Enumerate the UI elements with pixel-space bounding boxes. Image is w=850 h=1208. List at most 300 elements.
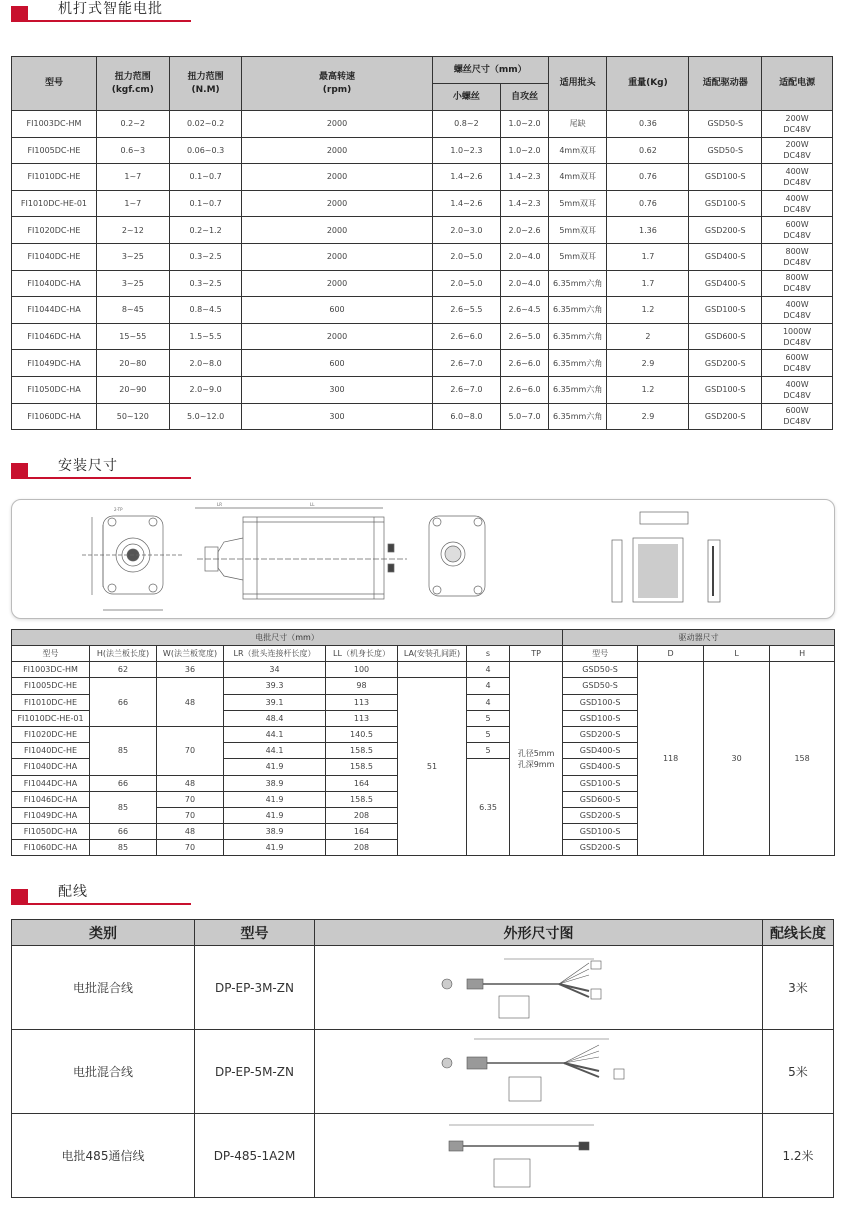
cell-bit: 5mm双耳: [548, 190, 607, 217]
cell-small-screw: 2.6~5.5: [432, 297, 501, 324]
cell-h: 66: [90, 824, 157, 840]
cable-drawing: [439, 1119, 639, 1189]
cell-model: FI1046DC-HA: [12, 323, 97, 350]
cell-bit: 6.35mm六角: [548, 350, 607, 377]
power-voltage: DC48V: [783, 284, 811, 294]
cell-lr: 41.9: [224, 759, 326, 775]
cell-lr: 41.9: [224, 807, 326, 823]
header-weight: 重量(Kg): [607, 57, 689, 111]
spec-row: [12, 403, 833, 430]
cell-power: [762, 350, 833, 377]
power-voltage: DC48V: [783, 417, 811, 427]
power-voltage: DC48V: [783, 257, 811, 267]
cell-power: [762, 403, 833, 430]
cell-model: FI1044DC-HA: [12, 297, 97, 324]
cell-w: 70: [157, 840, 224, 856]
cell-driver-model: GSD400-S: [563, 743, 638, 759]
cell-h: 66: [90, 678, 157, 727]
spec-row: [12, 376, 833, 403]
header-category: 类别: [12, 920, 195, 946]
dims-header-cell: LA(安装孔间距): [398, 646, 467, 662]
cell-model: FI1010DC-HE-01: [12, 710, 90, 726]
cell-small-screw: 2.0~5.0: [432, 243, 501, 270]
cell-max-speed: 2000: [242, 243, 432, 270]
cell-small-screw: 6.0~8.0: [432, 403, 501, 430]
cell-torque-kgf: 0.6~3: [96, 137, 169, 164]
cell-power: [762, 137, 833, 164]
cell-small-screw: 2.6~7.0: [432, 350, 501, 377]
section-marker-icon: [11, 889, 28, 903]
cell-bit: 6.35mm六角: [548, 297, 607, 324]
cell-self-tapping: 5.0~7.0: [501, 403, 549, 430]
wiring-row: [12, 1114, 834, 1198]
cell-power: [762, 217, 833, 244]
cell-small-screw: 2.6~7.0: [432, 376, 501, 403]
cell-model: DP-EP-3M-ZN: [195, 946, 315, 1030]
section-title-text: 配线: [58, 884, 88, 900]
cell-driver: GSD400-S: [689, 243, 762, 270]
power-voltage: DC48V: [783, 310, 811, 320]
cell-weight: 0.62: [607, 137, 689, 164]
cell-max-speed: 600: [242, 350, 432, 377]
cell-bit: 5mm双耳: [548, 243, 607, 270]
dims-header-cell: W(法兰板宽度): [157, 646, 224, 662]
header-torque-nm: 扭力范围 (N.M): [169, 57, 242, 111]
cell-self-tapping: 2.0~2.6: [501, 217, 549, 244]
cell-self-tapping: 2.0~4.0: [501, 270, 549, 297]
cell-torque-kgf: 20~90: [96, 376, 169, 403]
power-watt: 400W: [785, 166, 809, 176]
cell-model: DP-EP-5M-ZN: [195, 1030, 315, 1114]
dims-header-cell: L: [704, 646, 770, 662]
cell-s: 6.35: [467, 759, 510, 856]
header-screw-size: 螺丝尺寸（mm）: [432, 57, 548, 84]
power-voltage: DC48V: [783, 390, 811, 400]
power-voltage: DC48V: [783, 337, 811, 347]
cell-model: FI1060DC-HA: [12, 840, 90, 856]
cell-driver-model: GSD200-S: [563, 840, 638, 856]
dims-header-cell: s: [467, 646, 510, 662]
power-voltage: DC48V: [783, 151, 811, 161]
cell-ll: 208: [326, 840, 398, 856]
cell-ll: 158.5: [326, 791, 398, 807]
section-title-install: [11, 457, 191, 479]
cell-driver-model: GSD200-S: [563, 726, 638, 742]
cell-driver: GSD200-S: [689, 217, 762, 244]
header-screwdriver-dims: 电批尺寸（mm）: [12, 630, 563, 646]
dims-row: [12, 662, 835, 678]
cell-torque-kgf: 20~80: [96, 350, 169, 377]
header-max-speed: 最高转速 (rpm): [242, 57, 432, 111]
cell-self-tapping: 2.6~4.5: [501, 297, 549, 324]
cell-small-screw: 2.0~3.0: [432, 217, 501, 244]
power-watt: 600W: [785, 220, 809, 230]
cell-w: 70: [157, 791, 224, 807]
dims-header-cell: TP: [510, 646, 563, 662]
cell-ll: 164: [326, 775, 398, 791]
cell-self-tapping: 2.6~6.0: [501, 376, 549, 403]
dimensions-table: [11, 629, 835, 856]
cell-lr: 41.9: [224, 791, 326, 807]
cell-bit: 5mm双耳: [548, 217, 607, 244]
svg-text:LR: LR: [217, 502, 223, 507]
cell-bit: 4mm双耳: [548, 137, 607, 164]
cell-h: 85: [90, 840, 157, 856]
cell-model: FI1049DC-HA: [12, 807, 90, 823]
cell-torque-kgf: 3~25: [96, 270, 169, 297]
cell-self-tapping: 1.0~2.0: [501, 137, 549, 164]
power-watt: 400W: [785, 299, 809, 309]
cell-power: [762, 297, 833, 324]
cell-lr: 39.1: [224, 694, 326, 710]
cell-max-speed: 600: [242, 297, 432, 324]
cell-bit: 6.35mm六角: [548, 376, 607, 403]
cell-power: [762, 243, 833, 270]
cell-weight: 2.9: [607, 403, 689, 430]
cell-max-speed: 2000: [242, 164, 432, 191]
power-voltage: DC48V: [783, 124, 811, 134]
tp-line: 孔深9mm: [517, 759, 555, 769]
cell-max-speed: 2000: [242, 217, 432, 244]
cell-model: FI1003DC-HM: [12, 662, 90, 678]
cell-drawing: [315, 1114, 763, 1198]
cell-l: 30: [704, 662, 770, 856]
cell-w: 70: [157, 726, 224, 775]
cell-weight: 1.7: [607, 243, 689, 270]
cell-torque-nm: 5.0~12.0: [169, 403, 242, 430]
cell-weight: 0.36: [607, 111, 689, 138]
cell-torque-kgf: 2~12: [96, 217, 169, 244]
cell-lr: 39.3: [224, 678, 326, 694]
cell-max-speed: 2000: [242, 111, 432, 138]
cell-lr: 38.9: [224, 775, 326, 791]
spec-row: [12, 323, 833, 350]
cell-w: 48: [157, 824, 224, 840]
cell-max-speed: 2000: [242, 323, 432, 350]
cell-power: [762, 376, 833, 403]
spec-row: [12, 164, 833, 191]
cell-small-screw: 0.8~2: [432, 111, 501, 138]
cell-weight: 1.2: [607, 297, 689, 324]
cell-ll: 208: [326, 807, 398, 823]
cell-max-speed: 300: [242, 376, 432, 403]
install-drawing-panel: [11, 499, 835, 619]
cell-model: FI1050DC-HA: [12, 824, 90, 840]
cell-torque-nm: 0.02~0.2: [169, 111, 242, 138]
cell-d: 118: [638, 662, 704, 856]
power-watt: 400W: [785, 193, 809, 203]
power-watt: 600W: [785, 353, 809, 363]
cell-la: 51: [398, 678, 467, 856]
cell-driver-model: GSD400-S: [563, 759, 638, 775]
cell-model: FI1040DC-HE: [12, 743, 90, 759]
screwdriver-rear-view: [429, 516, 485, 596]
cell-driver: GSD100-S: [689, 376, 762, 403]
cell-model: FI1020DC-HE: [12, 726, 90, 742]
cell-s: 4: [467, 678, 510, 694]
power-watt: 400W: [785, 379, 809, 389]
cell-model: FI1020DC-HE: [12, 217, 97, 244]
dims-header-cell: D: [638, 646, 704, 662]
cell-self-tapping: 1.4~2.3: [501, 190, 549, 217]
flange-front-view: [82, 507, 182, 610]
cell-weight: 2.9: [607, 350, 689, 377]
cell-max-speed: 2000: [242, 270, 432, 297]
cell-lr: 38.9: [224, 824, 326, 840]
power-watt: 800W: [785, 273, 809, 283]
dims-header-cell: LR（批头连接杆长度）: [224, 646, 326, 662]
cell-torque-nm: 0.8~4.5: [169, 297, 242, 324]
tp-line: 孔径5mm: [517, 748, 555, 758]
cell-model: FI1010DC-HE: [12, 694, 90, 710]
cell-driver-model: GSD100-S: [563, 694, 638, 710]
dims-header-cell: H: [770, 646, 835, 662]
svg-text:2-TP: 2-TP: [114, 507, 123, 512]
cell-self-tapping: 1.4~2.3: [501, 164, 549, 191]
cell-ll: 158.5: [326, 743, 398, 759]
cell-lr: 44.1: [224, 726, 326, 742]
power-watt: 800W: [785, 246, 809, 256]
cell-s: 5: [467, 726, 510, 742]
cell-ll: 113: [326, 694, 398, 710]
cell-drawing: [315, 1030, 763, 1114]
cell-lr: 34: [224, 662, 326, 678]
cell-torque-nm: 1.5~5.5: [169, 323, 242, 350]
cell-ll: 158.5: [326, 759, 398, 775]
cell-power: [762, 164, 833, 191]
cell-driver: GSD100-S: [689, 164, 762, 191]
cell-category: 电批混合线: [12, 1030, 195, 1114]
cell-s: 4: [467, 662, 510, 678]
cell-small-screw: 1.4~2.6: [432, 164, 501, 191]
power-voltage: DC48V: [783, 364, 811, 374]
cell-torque-kgf: 1~7: [96, 164, 169, 191]
spec-row: [12, 243, 833, 270]
header-small-screw: 小螺丝: [432, 84, 501, 111]
svg-text:LL: LL: [310, 502, 315, 507]
cell-model: FI1003DC-HM: [12, 111, 97, 138]
cell-ll: 113: [326, 710, 398, 726]
cell-model: FI1005DC-HE: [12, 678, 90, 694]
cell-power: [762, 270, 833, 297]
cell-driver: GSD600-S: [689, 323, 762, 350]
header-driver-dims: 驱动器尺寸: [563, 630, 835, 646]
wiring-table: [11, 919, 834, 1198]
header-torque-kgf: 扭力范围 (kgf.cm): [96, 57, 169, 111]
cell-model: FI1040DC-HA: [12, 759, 90, 775]
cell-bit: 6.35mm六角: [548, 323, 607, 350]
spec-row: [12, 297, 833, 324]
cell-weight: 0.76: [607, 190, 689, 217]
header-power: 适配电源: [762, 57, 833, 111]
wiring-row: [12, 946, 834, 1030]
cell-self-tapping: 1.0~2.0: [501, 111, 549, 138]
spec-row: [12, 350, 833, 377]
cell-driver-h: 158: [770, 662, 835, 856]
cell-s: 5: [467, 743, 510, 759]
cell-weight: 0.76: [607, 164, 689, 191]
power-watt: 1000W: [782, 326, 812, 336]
cell-torque-kgf: 15~55: [96, 323, 169, 350]
cell-ll: 100: [326, 662, 398, 678]
section-title-product: [11, 0, 191, 22]
cell-bit: 4mm双耳: [548, 164, 607, 191]
cell-weight: 1.36: [607, 217, 689, 244]
cell-drawing: [315, 946, 763, 1030]
cell-category: 电批混合线: [12, 946, 195, 1030]
spec-row: [12, 270, 833, 297]
cell-h: 85: [90, 726, 157, 775]
cell-max-speed: 2000: [242, 137, 432, 164]
section-title-text: 机打式智能电批: [58, 1, 163, 17]
cell-model: FI1005DC-HE: [12, 137, 97, 164]
cell-driver-model: GSD100-S: [563, 824, 638, 840]
cell-ll: 98: [326, 678, 398, 694]
cell-torque-nm: 2.0~9.0: [169, 376, 242, 403]
spec-row: [12, 137, 833, 164]
cell-tp: [510, 662, 563, 856]
cell-w: 70: [157, 807, 224, 823]
cell-driver-model: GSD50-S: [563, 678, 638, 694]
dims-header-cell: 型号: [12, 646, 90, 662]
cell-lr: 44.1: [224, 743, 326, 759]
header-bit: 适用批头: [548, 57, 607, 111]
section-title-text: 安装尺寸: [58, 458, 118, 474]
power-voltage: DC48V: [783, 204, 811, 214]
section-marker-icon: [11, 463, 28, 477]
cell-weight: 1.2: [607, 376, 689, 403]
cell-ll: 164: [326, 824, 398, 840]
section-marker-icon: [11, 6, 28, 20]
cell-self-tapping: 2.6~5.0: [501, 323, 549, 350]
cell-torque-nm: 0.2~1.2: [169, 217, 242, 244]
cell-torque-nm: 2.0~8.0: [169, 350, 242, 377]
cell-torque-nm: 0.3~2.5: [169, 243, 242, 270]
cell-model: FI1046DC-HA: [12, 791, 90, 807]
cell-torque-nm: 0.1~0.7: [169, 164, 242, 191]
spec-row: [12, 217, 833, 244]
cell-small-screw: 1.4~2.6: [432, 190, 501, 217]
cell-w: 48: [157, 775, 224, 791]
cell-driver-model: GSD50-S: [563, 662, 638, 678]
cell-max-speed: 2000: [242, 190, 432, 217]
cell-s: 5: [467, 710, 510, 726]
header-driver: 适配驱动器: [689, 57, 762, 111]
cell-driver: GSD200-S: [689, 350, 762, 377]
power-watt: 200W: [785, 113, 809, 123]
cell-driver: GSD100-S: [689, 190, 762, 217]
cell-torque-nm: 0.06~0.3: [169, 137, 242, 164]
header-drawing: 外形尺寸图: [315, 920, 763, 946]
cell-w: 48: [157, 678, 224, 727]
cell-driver-model: GSD100-S: [563, 710, 638, 726]
wiring-row: [12, 1030, 834, 1114]
cell-la-empty: [398, 662, 467, 678]
cell-torque-kgf: 50~120: [96, 403, 169, 430]
cell-category: 电批485通信线: [12, 1114, 195, 1198]
cell-power: [762, 111, 833, 138]
cell-model: FI1050DC-HA: [12, 376, 97, 403]
dims-header-cell: 型号: [563, 646, 638, 662]
cell-self-tapping: 2.0~4.0: [501, 243, 549, 270]
cell-driver-model: GSD600-S: [563, 791, 638, 807]
spec-table: [11, 56, 833, 430]
cell-h: 85: [90, 791, 157, 823]
cell-torque-nm: 0.1~0.7: [169, 190, 242, 217]
cell-torque-kgf: 3~25: [96, 243, 169, 270]
cell-small-screw: 1.0~2.3: [432, 137, 501, 164]
cell-w: 36: [157, 662, 224, 678]
header-self-tapping: 自攻丝: [501, 84, 549, 111]
dims-header-cell: LL（机身长度）: [326, 646, 398, 662]
header-length: 配线长度: [763, 920, 834, 946]
spec-row: [12, 190, 833, 217]
cell-torque-nm: 0.3~2.5: [169, 270, 242, 297]
install-drawing: [12, 500, 836, 620]
cell-model: FI1044DC-HA: [12, 775, 90, 791]
cell-driver: GSD100-S: [689, 297, 762, 324]
cell-model: FI1049DC-HA: [12, 350, 97, 377]
cell-driver-model: GSD200-S: [563, 807, 638, 823]
cell-bit: 6.35mm六角: [548, 270, 607, 297]
cell-model: FI1010DC-HE-01: [12, 190, 97, 217]
cell-lr: 48.4: [224, 710, 326, 726]
driver-views: [612, 512, 720, 602]
cell-torque-kgf: 0.2~2: [96, 111, 169, 138]
cell-model: FI1010DC-HE: [12, 164, 97, 191]
header-model: 型号: [12, 57, 97, 111]
cell-ll: 140.5: [326, 726, 398, 742]
cell-driver-model: GSD100-S: [563, 775, 638, 791]
cell-driver: GSD50-S: [689, 111, 762, 138]
cell-power: [762, 323, 833, 350]
cell-small-screw: 2.0~5.0: [432, 270, 501, 297]
dims-header-cell: H(法兰板长度): [90, 646, 157, 662]
cell-bit: 6.35mm六角: [548, 403, 607, 430]
section-title-wiring: [11, 883, 191, 905]
cell-length: 1.2米: [763, 1114, 834, 1198]
cable-drawing: [439, 1035, 639, 1105]
cell-power: [762, 190, 833, 217]
power-watt: 600W: [785, 406, 809, 416]
cell-weight: 2: [607, 323, 689, 350]
cell-h: 62: [90, 662, 157, 678]
cell-s: 4: [467, 694, 510, 710]
cell-model: FI1040DC-HE: [12, 243, 97, 270]
cell-self-tapping: 2.6~6.0: [501, 350, 549, 377]
cell-driver: GSD400-S: [689, 270, 762, 297]
cell-length: 3米: [763, 946, 834, 1030]
cell-lr: 41.9: [224, 840, 326, 856]
power-watt: 200W: [785, 140, 809, 150]
cell-weight: 1.7: [607, 270, 689, 297]
cable-drawing: [439, 951, 639, 1021]
cell-model: DP-485-1A2M: [195, 1114, 315, 1198]
cell-torque-kgf: 8~45: [96, 297, 169, 324]
cell-max-speed: 300: [242, 403, 432, 430]
cell-driver: GSD200-S: [689, 403, 762, 430]
cell-small-screw: 2.6~6.0: [432, 323, 501, 350]
cell-torque-kgf: 1~7: [96, 190, 169, 217]
power-voltage: DC48V: [783, 231, 811, 241]
cell-driver: GSD50-S: [689, 137, 762, 164]
cell-length: 5米: [763, 1030, 834, 1114]
cell-model: FI1040DC-HA: [12, 270, 97, 297]
cell-h: 66: [90, 775, 157, 791]
power-voltage: DC48V: [783, 177, 811, 187]
screwdriver-side-view: [195, 502, 407, 599]
cell-model: FI1060DC-HA: [12, 403, 97, 430]
